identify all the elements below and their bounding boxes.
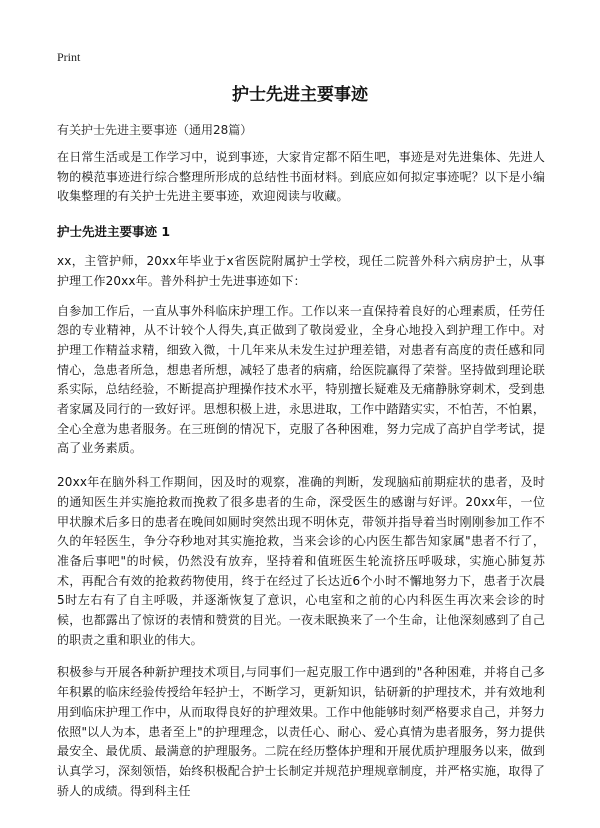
page-title: 护士先进主要事迹 — [232, 85, 368, 105]
body-paragraph: 自参加工作后，一直从事外科临床护理工作。工作以来一直保持着良好的心理素质，任劳任怨的专业精神，从不计较个人得失,真正做到了敬岗爱业，全身心地投入到护理工作中。对护理工作精益求精，细致入微，十几年来从未发生过护理差错，对患者有高度的责任感和同情心，急患者所急，想患者所想，减轻了患者的病痛，给医院赢得了荣誉。坚持做到理论联系实际，总结经验，不断提高护理操作技术水平，特别擅长疑难及无痛静脉穿刺术，受到患者家属及同行的一致好评。思想积极上进，永思进取，工作中踏踏实实，不怕苦，不怕累，全心全意为患者服务。在三班倒的情况下，克服了各种困难，努力完成了高护自学考试，提高了业务素质。 — [57, 303, 545, 456]
body-paragraph: 20xx年在脑外科工作期间，因及时的观察，准确的判断，发现脑疝前期症状的患者，及时的通知医生并实施抢救而挽救了很多患者的生命，深受医生的感谢与好评。20xx年，一位甲状腺术后多日的患者在晚间如厕时突然出现不明休克，带领并指导着当时刚刚参加工作不久的年轻医生，争分夺秒地对其实施抢救，当来会诊的心内医生都告知家属"患者不行了，准备后事吧"的时候，仍然没有放弃，坚持着和值班医生轮流挤压呼吸球，实施心肺复苏术，再配合有效的抢救药物使用，终于在经过了长达近6个小时不懈地努力下，患者于次晨5时左右有了自主呼吸，并逐渐恢复了意识，心电室和之前的心内科医生再次来会诊的时候，也都露出了惊讶的表情和赞赏的目光。一夜未眠换来了一个生命，让他深刻感到了自己的职责之重和职业的伟大。 — [57, 475, 545, 647]
body-paragraph: xx，主管护师，20xx年毕业于x省医院附属护士学校，现任二院普外科六病房护士，从事护理工作20xx年。普外科护士先进事迹如下： — [57, 254, 545, 288]
intro-paragraph: 在日常生活或是工作学习中，说到事迹，大家肯定都不陌生吧，事迹是对先进集体、先进人物的模范事迹进行综合整理所形成的总结性书面材料。到底应如何拟定事迹呢？以下是小编收集整理的有关护士先进主要事迹，欢迎阅读与收藏。 — [57, 150, 545, 204]
document-subtitle: 有关护士先进主要事迹（通用28篇） — [57, 123, 253, 137]
document-body — [57, 122, 545, 814]
section-heading: 护士先进主要事迹 1 — [57, 224, 171, 240]
print-label[interactable]: Print — [57, 50, 81, 64]
body-paragraph: 积极参与开展各种新护理技术项目,与同事们一起克服工作中遇到的"各种困难，并将自己多年积累的临床经验传授给年轻护士，不断学习，更新知识，钻研新的护理技术，并有效地利用到临床护理工作中，从而取得良好的护理效果。工作中他能够时刻严格要求自己，并努力依照"以人为本，患者至上"的护理理念，以责任心、耐心、爱心真情为患者服务，努力提供最安全、最优质、最满意的护理服务。二院在经历整体护理和开展优质护理服务以来，做到认真学习，深刻领悟，始终积极配合护士长制定并规范护理规章制度，并严格实施，取得了骄人的成绩。得到科主任 — [57, 665, 545, 798]
